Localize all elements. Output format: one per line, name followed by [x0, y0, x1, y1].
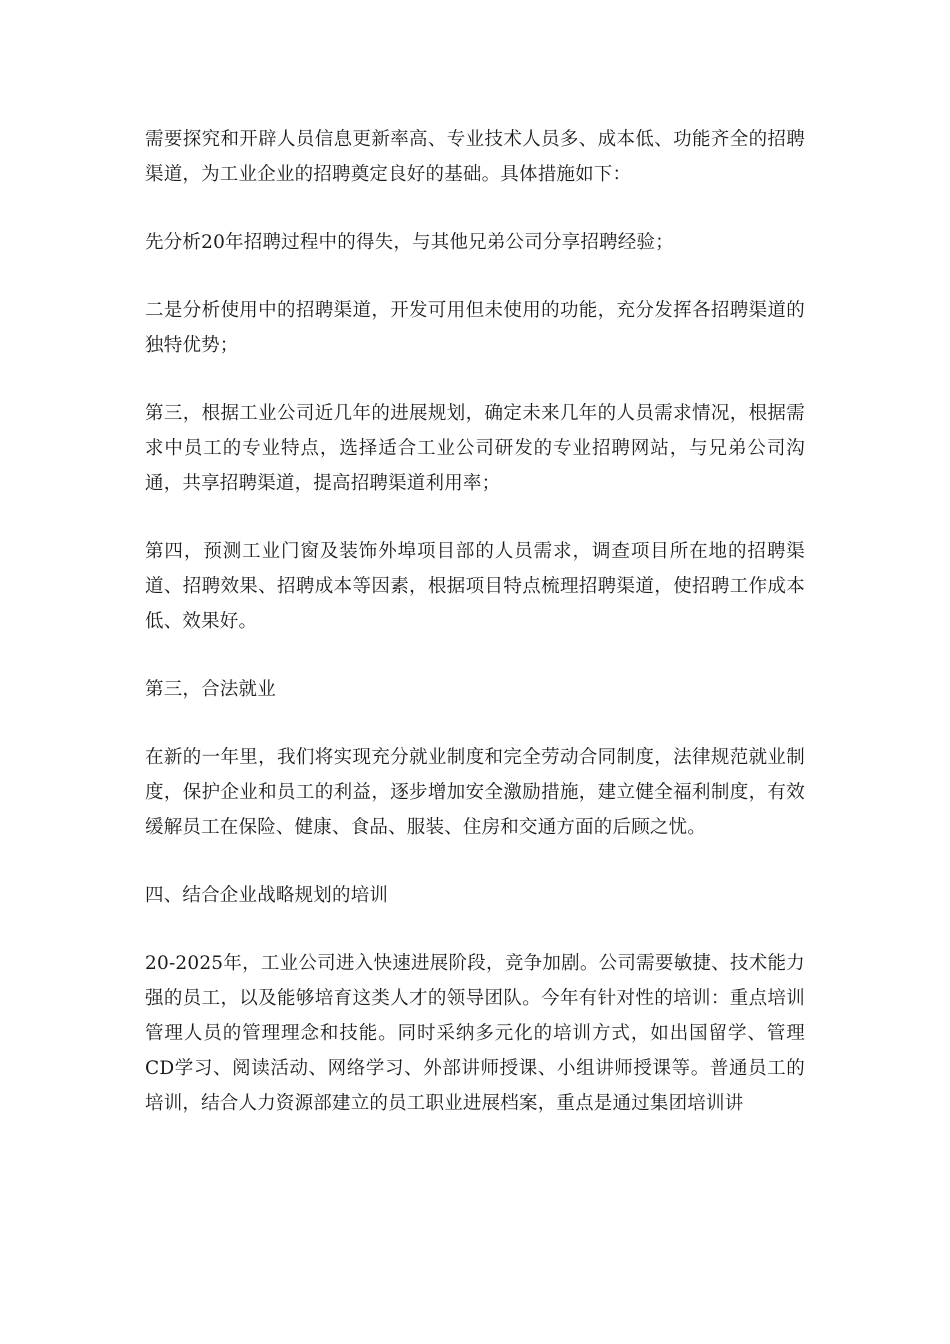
paragraph-third-point: 第三，根据工业公司近几年的进展规划，确定未来几年的人员需求情况，根据需求中员工的专业特点，选择适合工业公司研发的专业招聘网站，与兄弟公司沟通，共享招聘渠道，提高招聘渠道利用率；	[145, 403, 805, 494]
paragraph-second-point: 二是分析使用中的招聘渠道，开发可用但未使用的功能，充分发挥各招聘渠道的独特优势；	[145, 300, 805, 356]
document-body	[145, 122, 805, 1154]
heading-strategic-training: 四、结合企业战略规划的培训	[145, 885, 389, 906]
paragraph-recruitment-channels: 需要探究和开辟人员信息更新率高、专业技术人员多、成本低、功能齐全的招聘渠道，为工业企业的招聘奠定良好的基础。具体措施如下：	[145, 129, 805, 185]
paragraph-training-plan: 20-2025年，工业公司进入快速进展阶段，竞争加剧。公司需要敏捷、技术能力强的员工，以及能够培育这类人才的领导团队。今年有针对性的培训：重点培训管理人员的管理理念和技能。同时采纳多元化的培训方式，如出国留学、管理CD学习、阅读活动、网络学习、外部讲师授课、小组讲师授课等。普通员工的培训，结合人力资源部建立的员工职业进展档案，重点是通过集团培训讲	[145, 953, 805, 1114]
paragraph-fourth-point: 第四，预测工业门窗及装饰外埠项目部的人员需求，调查项目所在地的招聘渠道、招聘效果、招聘成本等因素，根据项目特点梳理招聘渠道，使招聘工作成本低、效果好。	[145, 541, 805, 632]
heading-legal-employment: 第三，合法就业	[145, 679, 276, 700]
paragraph-employment-system: 在新的一年里，我们将实现充分就业制度和完全劳动合同制度，法律规范就业制度，保护企业和员工的利益，逐步增加安全激励措施，建立健全福利制度，有效缓解员工在保险、健康、食品、服装、住房和交通方面的后顾之忧。	[145, 747, 805, 838]
paragraph-analysis-first: 先分析20年招聘过程中的得失，与其他兄弟公司分享招聘经验；	[145, 232, 674, 253]
